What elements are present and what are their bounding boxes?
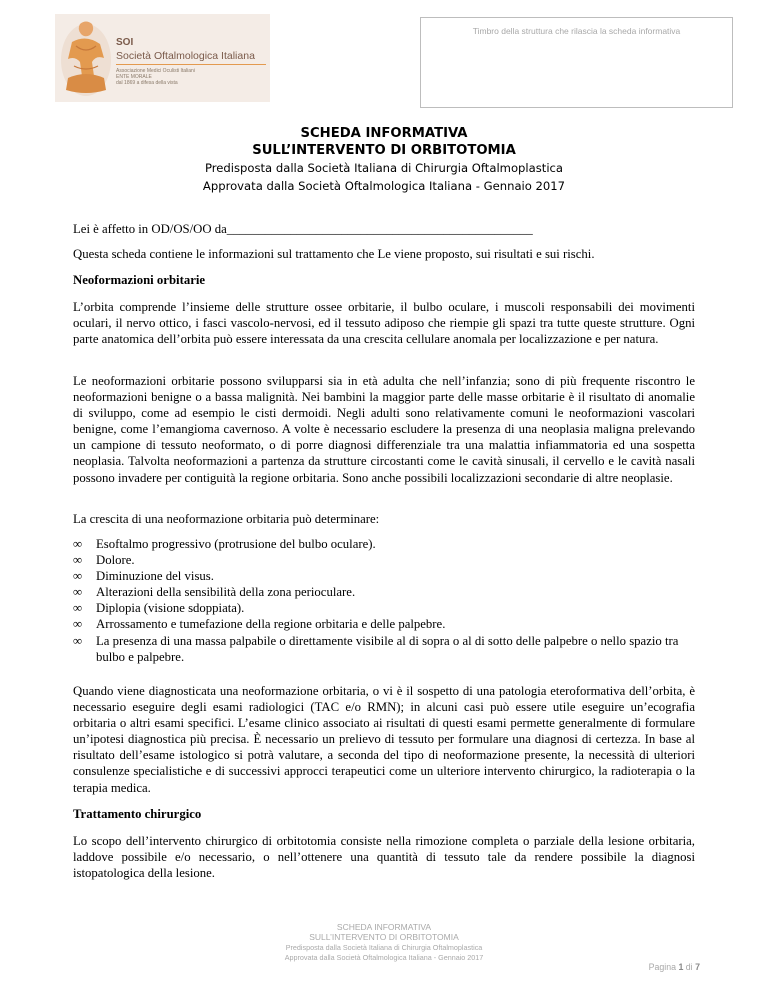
list-item: ∞ Diplopia (visione sdoppiata). xyxy=(73,601,245,616)
bullet-icon: ∞ xyxy=(73,585,83,600)
stamp-box xyxy=(420,17,733,108)
stamp-label: Timbro della struttura che rilascia la scheda informativa xyxy=(472,26,681,36)
symptom-list xyxy=(73,536,695,665)
logo-acronym: SOI xyxy=(116,37,134,48)
paragraph-surgery: Lo scopo dell’intervento chirurgico di orbitotomia consiste nella rimozione completa o parziale della lesione orbitaria, laddove possibile e/o necessario, o nell’ottenere una quantità di tessuto tale da rendere possibile la diagnosi istopatologica della lesione. xyxy=(73,834,695,881)
footer-subtitle: Predisposta dalla Società Italiana di Chirurgia Oftalmoplastica xyxy=(285,943,483,952)
section-heading-trattamento: Trattamento chirurgico xyxy=(73,807,202,821)
paragraph-diagnosis: Quando viene diagnosticata una neoformazione orbitaria, o vi è il sospetto di una patologia eteroformativa dell’orbita, è necessario eseguire degli esami radiologici (TAC e/o RMN); in alcuni casi può essere utile eseguire un’ecografia orbitaria o altri esami specifici. L’esame clinico associato ai risultati di questi esami permette generalmente di formulare un’ipotesi diagnostica più precisa. È necessario un prelievo di tessuto per formulare una diagnosi di certezza. In base al risultato dell’esame istologico si potrà valutare, a seconda del tipo di neoformazione presente, la necessità di ulteriori consulenze specialistiche e di successivi approcci terapeutici come un ulteriore intervento chirurgico, la radioterapia o la terapia medica. xyxy=(73,684,695,795)
footer-approval: Approvata dalla Società Oftalmologica Italiana - Gennaio 2017 xyxy=(284,953,484,962)
list-item: ∞ Arrossamento e tumefazione della regione orbitaria e delle palpebre. xyxy=(73,617,446,632)
logo-subline: dal 1869 a difesa della vista xyxy=(116,80,178,86)
bullet-icon: ∞ xyxy=(73,633,83,648)
list-intro: La crescita di una neoformazione orbitaria può determinare: xyxy=(73,512,380,526)
current-page: 1 xyxy=(678,962,684,972)
bullet-icon: ∞ xyxy=(73,553,83,568)
bullet-icon: ∞ xyxy=(73,601,83,616)
list-item: ∞ Diminuzione del visus. xyxy=(73,569,214,584)
logo-divider xyxy=(116,64,266,65)
soi-logo xyxy=(55,14,270,102)
list-item: ∞ Esoftalmo progressivo (protrusione del bulbo oculare). xyxy=(73,537,376,551)
paragraph-orbit-anatomy: L’orbita comprende l’insieme delle strutture ossee orbitarie, il bulbo oculare, i muscoli responsabili dei movimenti oculari, il nervo ottico, i fasci vascolo-nervosi, ed il tessuto adiposo che riempie gli spazi tra tutte queste strutture. Ogni parte anatomica dell’orbita può essere interessata da una crescita cellulare anomala per localizzazione e per natura. xyxy=(73,300,695,347)
total-pages: 7 xyxy=(695,962,700,972)
list-item: ∞ La presenza di una massa palpabile o direttamente visibile al di sopra o al di sotto delle palpebre o nello spazio tra bulbo e palpebre. xyxy=(73,633,679,664)
document-subtitle: Predisposta dalla Società Italiana di Chirurgia Oftalmoplastica xyxy=(204,161,564,175)
logo-subline: Associazione Medici Oculisti Italiani xyxy=(116,68,195,74)
paragraph-neoformations: Le neoformazioni orbitarie possono svilupparsi sia in età adulta che nell’infanzia; sono di più frequente riscontro le neoformazioni benigne o a bassa malignità. Nei bambini la maggior parte delle masse orbitarie è il risultato di anomalie di sviluppo, come ad esempio le cisti dermoidi. Negli adulti sono relativamente comuni le neoformazioni vascolari benigne, come l’emangioma cavernoso. A volte è necessario escludere la presenza di una neoplasia maligna prelevando un campione di tessuto neoformato, o di porre diagnosi differenziale tra una malattia infiammatoria ed una sospetta neoplasia. Talvolta neoformazioni a partenza da strutture circostanti come le cavità sinusali, il cervello e le cavità nasali possono invadere per contiguità la regione orbitaria. Sono anche possibili localizzazioni secondarie di altre neoplasie. xyxy=(73,374,695,485)
affected-eye-line: Lei è affetto in OD/OS/OO da________________________________________________ xyxy=(73,222,533,236)
list-item: ∞ Alterazioni della sensibilità della zona perioculare. xyxy=(73,585,356,600)
logo-subline: ENTE MORALE xyxy=(116,74,152,80)
page-number: Pagina 1 di 7 xyxy=(648,962,700,972)
intro-paragraph: Questa scheda contiene le informazioni sul trattamento che Le viene proposto, sui risultati e sui rischi. xyxy=(73,247,595,261)
bullet-icon: ∞ xyxy=(73,569,83,584)
document-title-line2: SULL’INTERVENTO DI ORBITOTOMIA xyxy=(252,143,516,158)
footer-title: SCHEDA INFORMATIVA xyxy=(336,922,432,932)
bullet-icon: ∞ xyxy=(73,617,83,632)
document-approval: Approvata dalla Società Oftalmologica Italiana - Gennaio 2017 xyxy=(202,179,566,193)
statue-emblem-icon xyxy=(58,16,114,100)
footer-title-line2: SULL’INTERVENTO DI ORBITOTOMIA xyxy=(309,932,459,942)
section-heading-neoformazioni: Neoformazioni orbitarie xyxy=(73,273,206,287)
list-item: ∞ Dolore. xyxy=(73,553,135,568)
document-title: SCHEDA INFORMATIVA xyxy=(300,126,468,141)
bullet-icon: ∞ xyxy=(73,537,83,551)
logo-name: Società Oftalmologica Italiana xyxy=(116,50,255,62)
